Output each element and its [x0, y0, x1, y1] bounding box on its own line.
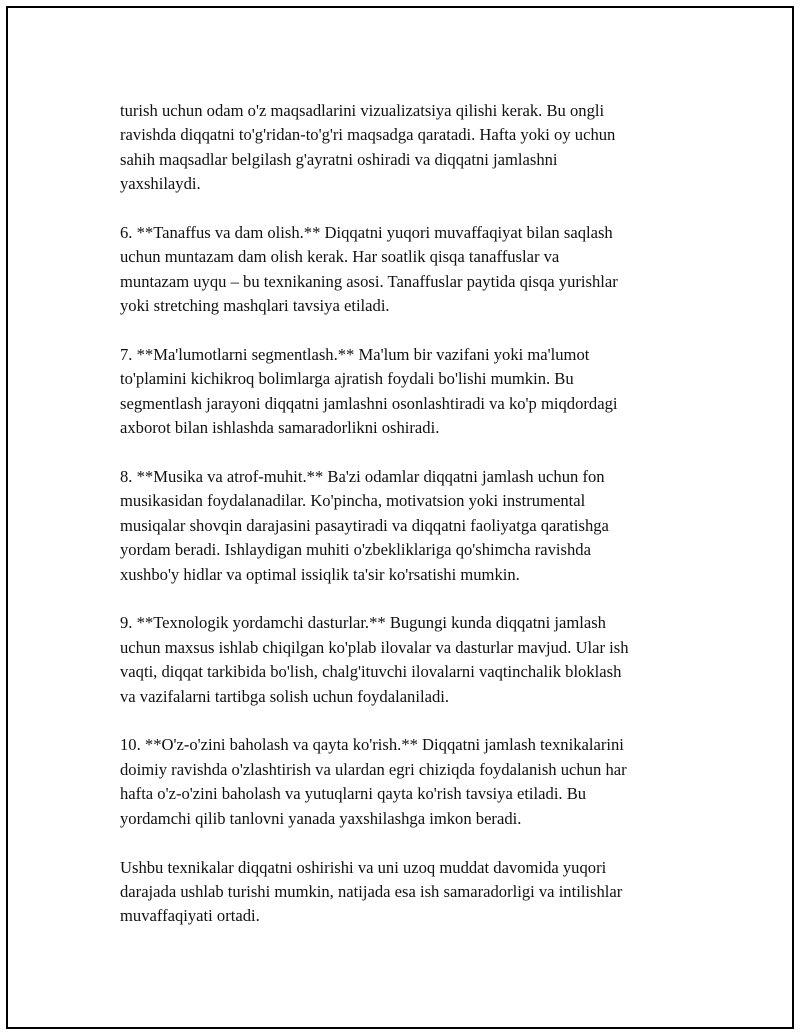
paragraph-item-6: 6. **Tanaffus va dam olish.** Diqqatni yuqori muvaffaqiyat bilan saqlash uchun muntazam dam olish kerak. Har soatlik qisqa tanaffuslar va muntazam uyqu – bu texnikaning asosi. Tanaffuslar paytida qisqa yurishlar yoki stretching mashqlari tavsiya etiladi.: [120, 223, 618, 316]
document-body: [120, 99, 710, 929]
paragraph-item-8: 8. **Musika va atrof-muhit.** Ba'zi odamlar diqqatni jamlash uchun fon musikasidan foydalanadilar. Ko'pincha, motivatsion yoki instrumental musiqalar shovqin darajasini pasaytiradi va diqqatni faoliyatga qaratishga yordam beradi. Ishlaydigan muhiti o'zbekliklariga qo'shimcha ravishda xushbo'y hidlar va optimal issiqlik ta'sir ko'rsatishi mumkin.: [120, 467, 609, 584]
paragraph-item-9: 9. **Texnologik yordamchi dasturlar.** Bugungi kunda diqqatni jamlash uchun maxsus ishlab chiqilgan ko'plab ilovalar va dasturlar mavjud. Ular ish vaqti, diqqat tarkibida bo'lish, chalg'ituvchi ilovalarni vaqtinchalik bloklash va vazifalarni tartibga solish uchun foydalaniladi.: [120, 613, 629, 706]
paragraph-item-7: 7. **Ma'lumotlarni segmentlash.** Ma'lum bir vazifani yoki ma'lumot to'plamini kichikroq bolimlarga ajratish foydali bo'lishi mumkin. Bu segmentlash jarayoni diqqatni jamlashni osonlashtiradi va ko'p miqdordagi axborot bilan ishlashda samaradorlikni oshiradi.: [120, 345, 618, 438]
paragraph-conclusion: Ushbu texnikalar diqqatni oshirishi va uni uzoq muddat davomida yuqori darajada ushlab turishi mumkin, natijada esa ish samaradorligi va intilishlar muvaffaqiyati ortadi.: [120, 857, 623, 926]
paragraph-continuation: turish uchun odam o'z maqsadlarini vizualizatsiya qilishi kerak. Bu ongli ravishda diqqatni to'g'ridan-to'g'ri maqsadga qaratadi. Hafta yoki oy uchun sahih maqsadlar belgilash g'ayratni oshiradi va diqqatni jamlashni yaxshilaydi.: [120, 101, 616, 194]
page-frame: [6, 6, 794, 1029]
paragraph-item-10: 10. **O'z-o'zini baholash va qayta ko'rish.** Diqqatni jamlash texnikalarini doimiy ravishda o'zlashtirish va ulardan egri chiziqda foydalanish uchun har hafta o'z-o'zini baholash va yutuqlarni qayta ko'rish tavsiya etiladi. Bu yordamchi qilib tanlovni yanada yaxshilashga imkon beradi.: [120, 735, 627, 828]
